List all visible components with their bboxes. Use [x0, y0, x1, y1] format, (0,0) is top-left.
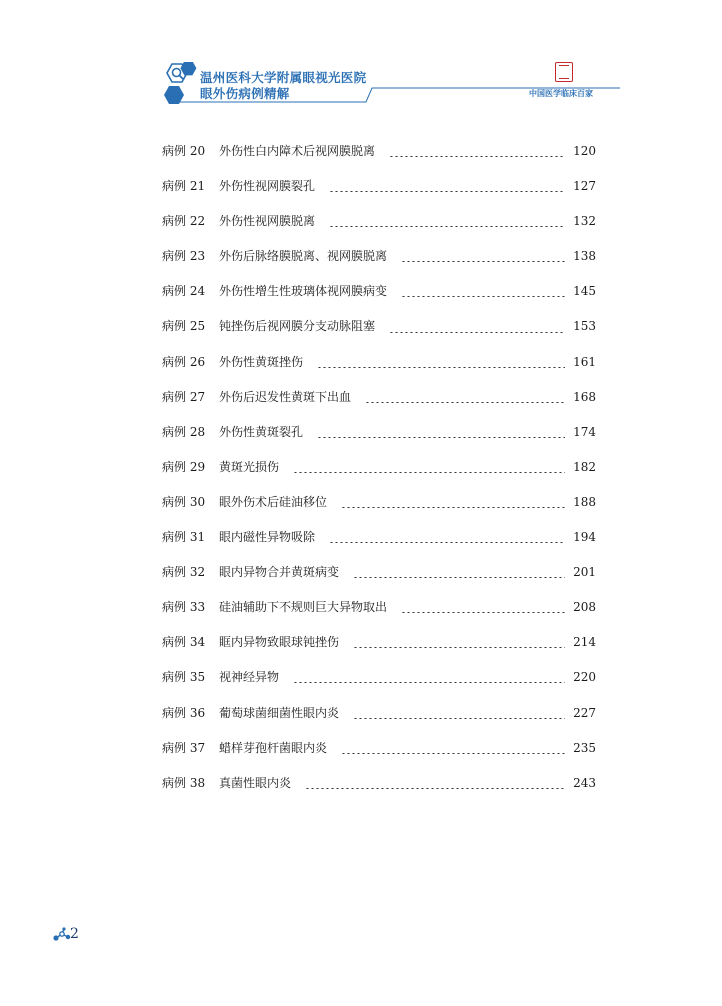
toc-entry-label: 病例 25	[162, 319, 206, 334]
toc-entry	[162, 246, 596, 281]
toc-entry-label: 病例 28	[162, 424, 206, 439]
table-of-contents	[162, 141, 596, 808]
toc-leader-dots	[365, 402, 565, 403]
toc-entry-label: 病例 24	[162, 284, 206, 299]
series-name: 中国医学临床百家	[529, 89, 593, 98]
page-number: 2	[70, 926, 79, 942]
toc-entry-page: 243	[573, 775, 596, 790]
toc-entry	[162, 738, 596, 773]
toc-entry	[162, 597, 596, 632]
toc-entry-title: 钝挫伤后视网膜分支动脉阻塞	[219, 319, 376, 334]
toc-entry-page: 227	[573, 705, 596, 720]
toc-entry-title: 外伤性黄斑挫伤	[219, 354, 304, 369]
toc-entry-label: 病例 23	[162, 249, 206, 264]
toc-entry	[162, 281, 596, 316]
toc-entry-page: 235	[573, 740, 596, 755]
page-header	[0, 0, 722, 120]
toc-entry	[162, 141, 596, 176]
toc-leader-dots	[353, 647, 565, 648]
toc-entry-title: 眶内异物致眼球钝挫伤	[219, 635, 340, 650]
toc-leader-dots	[341, 753, 565, 754]
toc-entry-label: 病例 31	[162, 530, 206, 545]
toc-entry-label: 病例 30	[162, 494, 206, 509]
toc-entry-title: 外伤性增生性玻璃体视网膜病变	[219, 284, 388, 299]
toc-entry	[162, 527, 596, 562]
toc-leader-dots	[353, 718, 565, 719]
toc-entry-title: 真菌性眼内炎	[219, 775, 292, 790]
toc-entry-label: 病例 35	[162, 670, 206, 685]
toc-entry-label: 病例 26	[162, 354, 206, 369]
toc-leader-dots	[401, 612, 565, 613]
toc-entry-label: 病例 34	[162, 635, 206, 650]
toc-entry-label: 病例 21	[162, 179, 206, 194]
toc-leader-dots	[329, 542, 565, 543]
toc-leader-dots	[329, 191, 565, 192]
toc-entry-title: 外伤性白内障术后视网膜脱离	[219, 144, 376, 158]
toc-entry-page: 127	[573, 179, 596, 194]
toc-leader-dots	[389, 332, 565, 333]
toc-entry-label: 病例 27	[162, 389, 206, 404]
toc-entry	[162, 422, 596, 457]
toc-entry	[162, 632, 596, 667]
toc-leader-dots	[329, 226, 565, 227]
book-title: 眼外伤病例精解	[200, 86, 290, 101]
molecule-icon	[52, 927, 72, 943]
toc-entry-label: 病例 37	[162, 740, 206, 755]
toc-entry-title: 外伤性视网膜裂孔	[219, 179, 316, 194]
toc-entry-label: 病例 36	[162, 705, 206, 720]
toc-entry-page: 182	[573, 459, 596, 474]
toc-entry-page: 220	[573, 670, 596, 685]
toc-entry-page: 188	[573, 494, 596, 509]
toc-entry-page: 174	[573, 424, 596, 439]
toc-leader-dots	[305, 788, 565, 789]
toc-entry-title: 眼内异物合并黄斑病变	[219, 565, 340, 580]
toc-entry-title: 硅油辅助下不规则巨大异物取出	[219, 600, 388, 615]
toc-entry-title: 视神经异物	[219, 670, 280, 685]
toc-entry-page: 161	[573, 354, 596, 369]
toc-entry-title: 外伤后脉络膜脱离、视网膜脱离	[219, 249, 388, 264]
toc-entry	[162, 773, 596, 808]
toc-leader-dots	[401, 261, 565, 262]
toc-entry	[162, 457, 596, 492]
toc-entry-label: 病例 20	[162, 144, 206, 158]
toc-entry	[162, 211, 596, 246]
toc-entry-title: 眼内磁性异物吸除	[219, 530, 316, 545]
hospital-name: 温州医科大学附属眼视光医院	[200, 70, 367, 85]
toc-entry-label: 病例 33	[162, 600, 206, 615]
toc-entry	[162, 316, 596, 351]
toc-leader-dots	[341, 507, 565, 508]
toc-entry-title: 外伤后迟发性黄斑下出血	[219, 389, 352, 404]
toc-leader-dots	[353, 577, 565, 578]
toc-leader-dots	[317, 367, 565, 368]
toc-entry-page: 153	[573, 319, 596, 334]
toc-entry-title: 外伤性黄斑裂孔	[219, 424, 304, 439]
toc-entry-page: 145	[573, 284, 596, 299]
toc-entry-page: 132	[573, 214, 596, 229]
toc-entry-page: 168	[573, 389, 596, 404]
toc-entry	[162, 176, 596, 211]
seal-icon	[555, 62, 573, 82]
toc-entry	[162, 667, 596, 702]
toc-entry	[162, 352, 596, 387]
toc-entry-label: 病例 32	[162, 565, 206, 580]
toc-entry-page: 194	[573, 530, 596, 545]
toc-entry-page: 120	[573, 144, 596, 158]
toc-entry-title: 外伤性视网膜脱离	[219, 214, 316, 229]
toc-leader-dots	[293, 472, 565, 473]
toc-leader-dots	[293, 682, 565, 683]
toc-entry-title: 蜡样芽孢杆菌眼内炎	[219, 740, 328, 755]
toc-leader-dots	[401, 296, 565, 297]
toc-entry-label: 病例 29	[162, 459, 206, 474]
toc-entry	[162, 703, 596, 738]
toc-entry-page: 208	[573, 600, 596, 615]
toc-entry	[162, 562, 596, 597]
toc-entry-page: 214	[573, 635, 596, 650]
toc-entry	[162, 492, 596, 527]
toc-entry-label: 病例 22	[162, 214, 206, 229]
toc-entry-page: 201	[573, 565, 596, 580]
toc-entry	[162, 387, 596, 422]
toc-entry-title: 眼外伤术后硅油移位	[219, 494, 328, 509]
toc-leader-dots	[317, 437, 565, 438]
toc-entry-page: 138	[573, 249, 596, 264]
toc-entry-label: 病例 38	[162, 775, 206, 790]
toc-entry-title: 葡萄球菌细菌性眼内炎	[219, 705, 340, 720]
toc-entry-title: 黄斑光损伤	[219, 459, 280, 474]
toc-leader-dots	[389, 156, 565, 157]
